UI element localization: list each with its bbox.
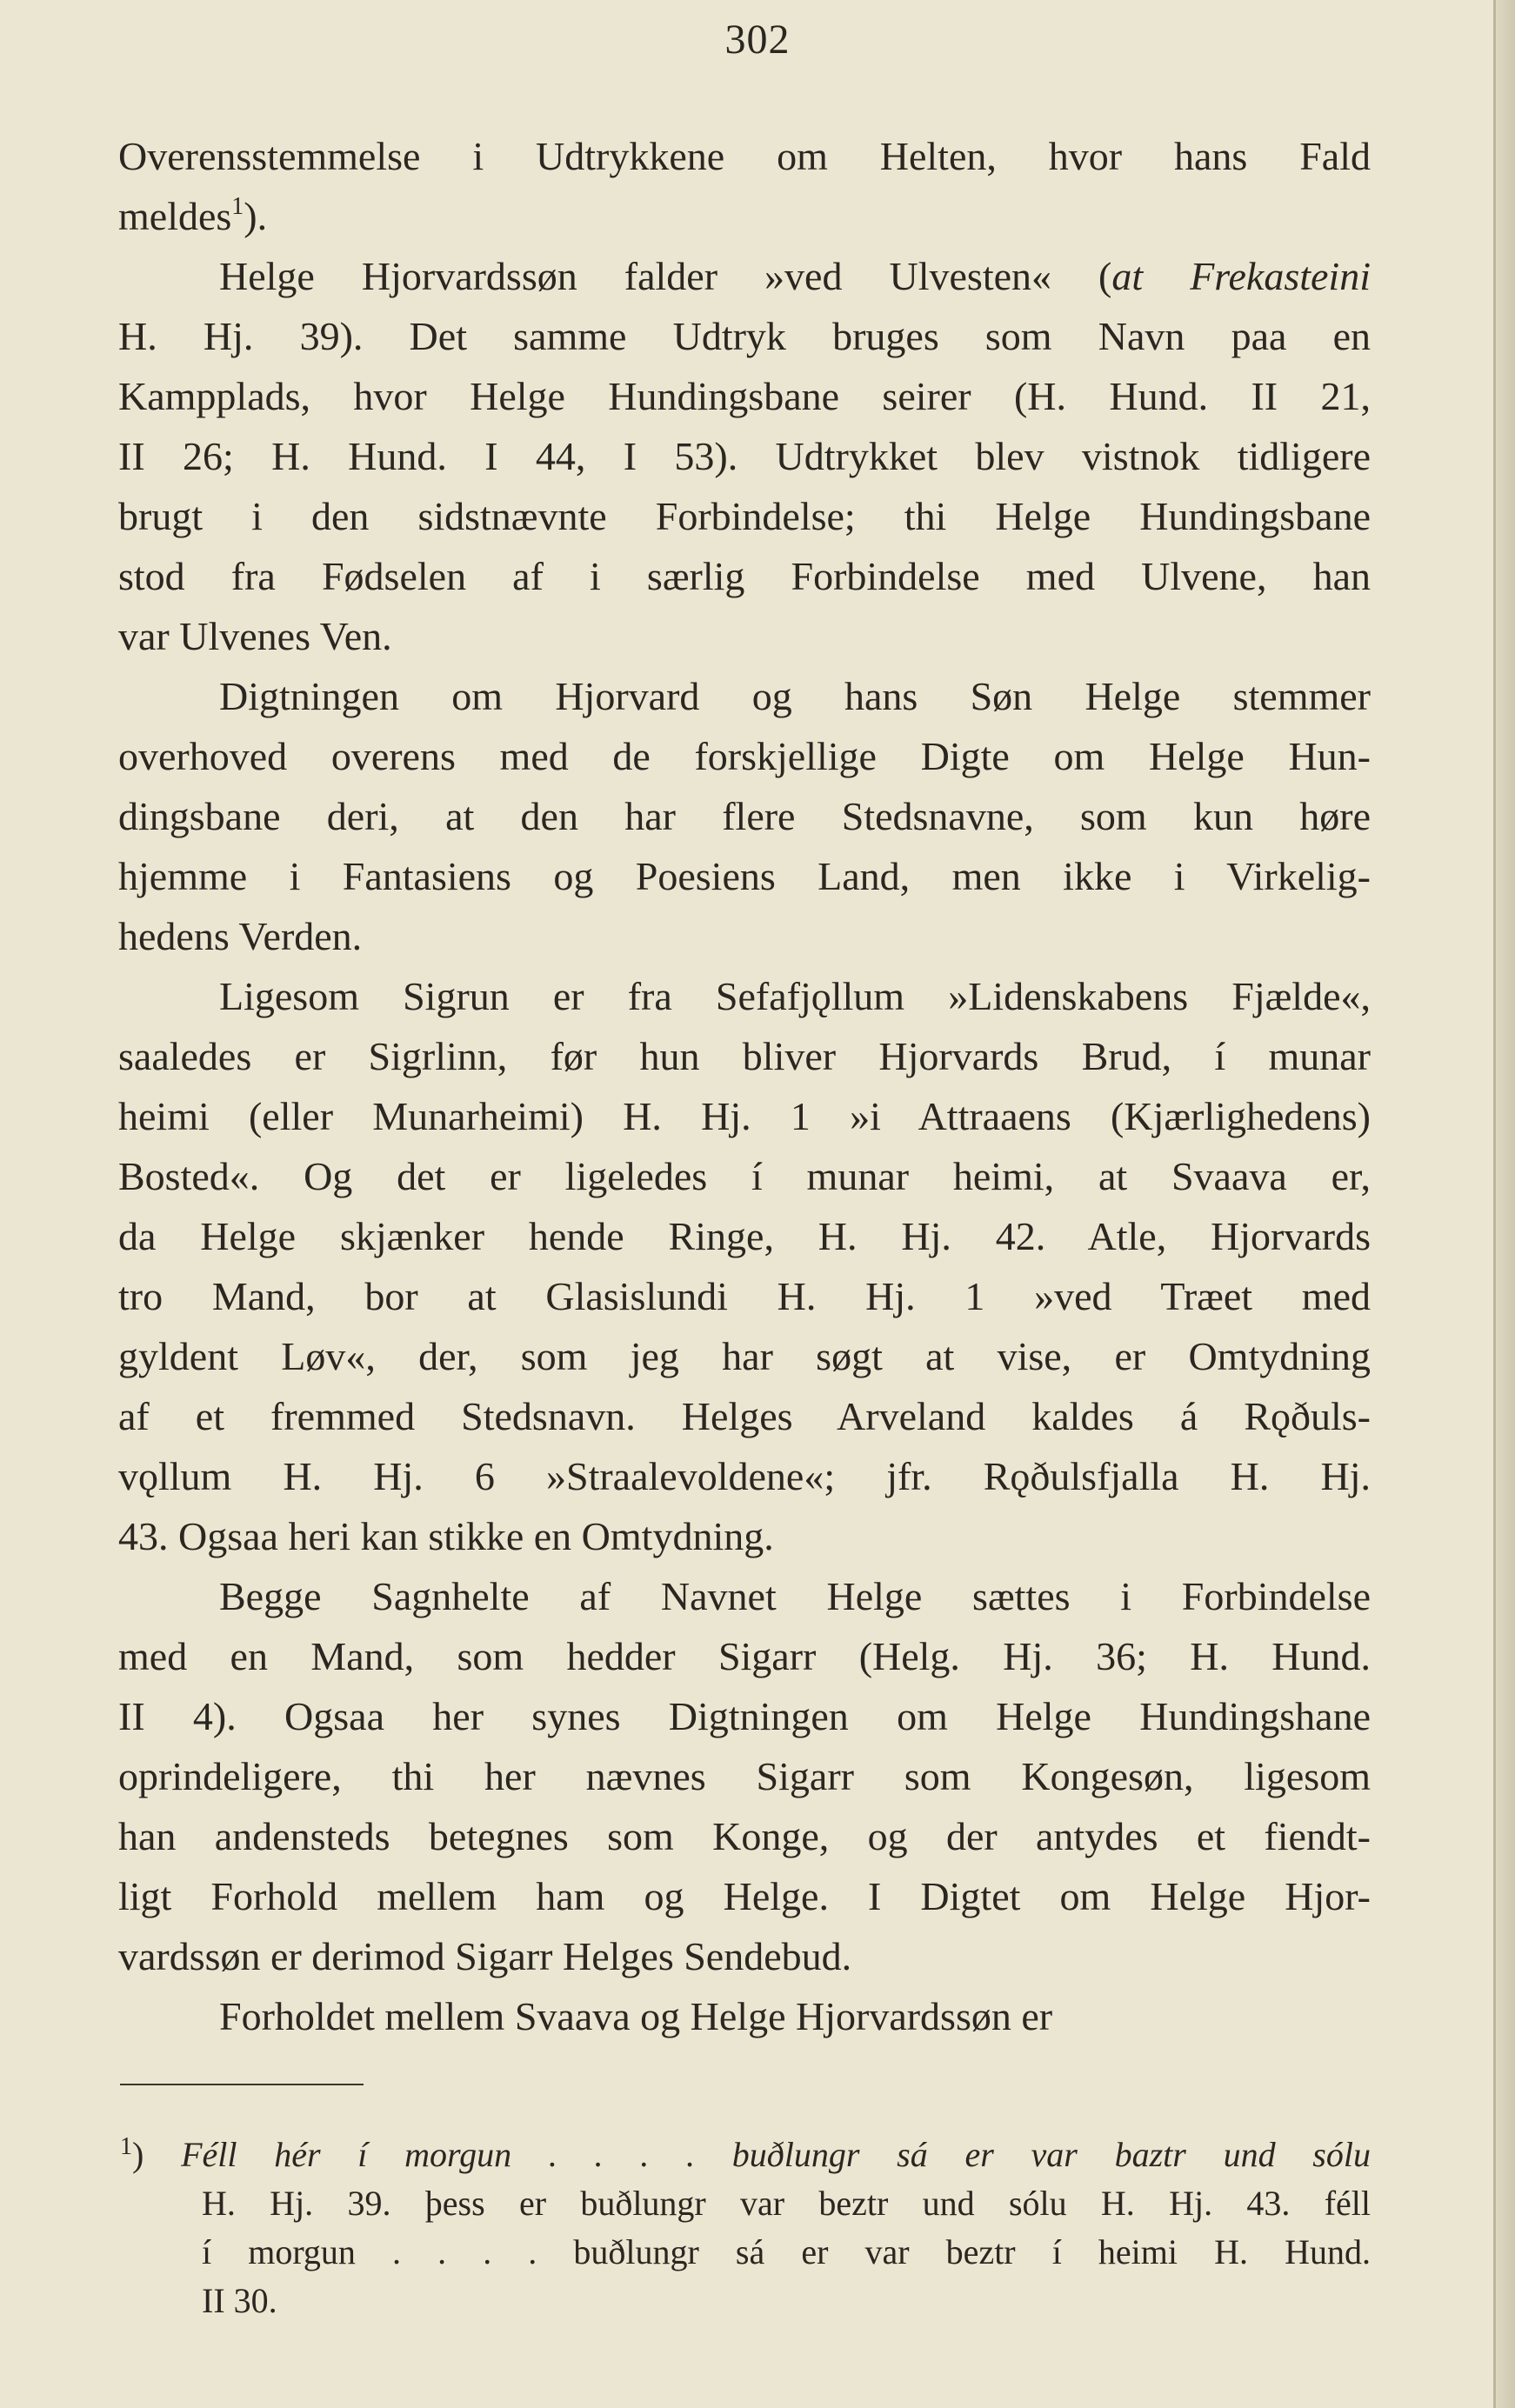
text-line: vǫllum H. Hj. 6 »Straalevoldene«; jfr. Rǫðulsfjalla H. Hj. bbox=[118, 1454, 1371, 1498]
text-line: med en Mand, som hedder Sigarr (Helg. Hj. 36; H. Hund. bbox=[118, 1634, 1371, 1678]
body-text bbox=[118, 126, 1371, 2046]
text-line: Overensstemmelse i Udtrykkene om Helten, hvor hans Fald bbox=[118, 134, 1371, 178]
text-line: Digtningen om Hjorvard og hans Søn Helge stemmer bbox=[219, 674, 1371, 718]
text-line: gyldent Løv«, der, som jeg har søgt at vise, er Omtydning bbox=[118, 1334, 1371, 1378]
page-number: 302 bbox=[724, 17, 791, 63]
page-edge bbox=[1493, 0, 1515, 2408]
text-line: heimi (eller Munarheimi) H. Hj. 1 »i Attraaens (Kjærlighedens) bbox=[118, 1094, 1371, 1138]
footnote-line: II 30. bbox=[202, 2281, 277, 2320]
text-line: Kampplads, hvor Helge Hundingsbane seirer (H. Hund. II 21, bbox=[118, 374, 1371, 418]
footnote-marker: 1 bbox=[120, 2133, 132, 2160]
text-line: Bosted«. Og det er ligeledes í munar heimi, at Svaava er, bbox=[118, 1154, 1371, 1198]
text-line: meldes$^1$). bbox=[118, 193, 268, 238]
text-line: Forholdet mellem Svaava og Helge Hjorvardssøn er bbox=[219, 1994, 1053, 2038]
text-line: Begge Sagnhelte af Navnet Helge sættes i Forbindelse bbox=[219, 1574, 1371, 1618]
text-line: 43. Ogsaa heri kan stikke en Omtydning. bbox=[118, 1514, 774, 1558]
text-line: af et fremmed Stedsnavn. Helges Arveland kaldes á Rǫðuls- bbox=[118, 1394, 1371, 1438]
text-line: saaledes er Sigrlinn, før hun bliver Hjorvards Brud, í munar bbox=[118, 1034, 1371, 1078]
footnote-line: H. Hj. 39. þess er buðlungr var beztr und sólu H. Hj. 43. féll bbox=[202, 2184, 1371, 2223]
footnote-divider bbox=[120, 2084, 364, 2085]
text-line: hedens Verden. bbox=[118, 914, 363, 958]
text-line: tro Mand, bor at Glasislundi H. Hj. 1 »ved Træet med bbox=[118, 1274, 1371, 1318]
text-line: dingsbane deri, at den har flere Stedsnavne, som kun høre bbox=[118, 794, 1371, 838]
footnote bbox=[120, 2131, 1371, 2325]
text-line: overhoved overens med de forskjellige Digte om Helge Hun- bbox=[118, 734, 1371, 778]
footnote-line: $^1$) Féll hér í morgun . . . . buðlungr sá er var baztr und sólu bbox=[120, 2133, 1371, 2174]
text-line: vardssøn er derimod Sigarr Helges Sendebud. bbox=[118, 1934, 852, 1978]
text-line: H. Hj. 39). Det samme Udtryk bruges som Navn paa en bbox=[118, 314, 1371, 358]
text-line: oprindeligere, thi her nævnes Sigarr som Kongesøn, ligesom bbox=[118, 1754, 1371, 1798]
text-line: stod fra Fødselen af i særlig Forbindelse med Ulvene, han bbox=[118, 554, 1371, 598]
text-line: var Ulvenes Ven. bbox=[118, 614, 392, 658]
footnote-ref: 1 bbox=[231, 193, 244, 220]
text-line: Helge Hjorvardssøn falder »ved Ulvesten« (at Frekasteini bbox=[219, 254, 1371, 298]
text-line: han andensteds betegnes som Konge, og der antydes et fiendt- bbox=[118, 1814, 1371, 1858]
text-line: hjemme i Fantasiens og Poesiens Land, men ikke i Virkelig- bbox=[118, 854, 1371, 898]
text-line: brugt i den sidstnævnte Forbindelse; thi Helge Hundingsbane bbox=[118, 494, 1371, 538]
text-line: Ligesom Sigrun er fra Sefafjǫllum »Lidenskabens Fjælde«, bbox=[219, 974, 1371, 1018]
footnote-line: í morgun . . . . buðlungr sá er var beztr í heimi H. Hund. bbox=[202, 2232, 1371, 2271]
text-line: II 26; H. Hund. I 44, I 53). Udtrykket blev vistnok tidligere bbox=[118, 434, 1371, 478]
text-line: da Helge skjænker hende Ringe, H. Hj. 42. Atle, Hjorvards bbox=[118, 1214, 1371, 1258]
text-line: II 4). Ogsaa her synes Digtningen om Helge Hundingshane bbox=[118, 1694, 1371, 1738]
text-line: ligt Forhold mellem ham og Helge. I Digtet om Helge Hjor- bbox=[118, 1874, 1371, 1918]
